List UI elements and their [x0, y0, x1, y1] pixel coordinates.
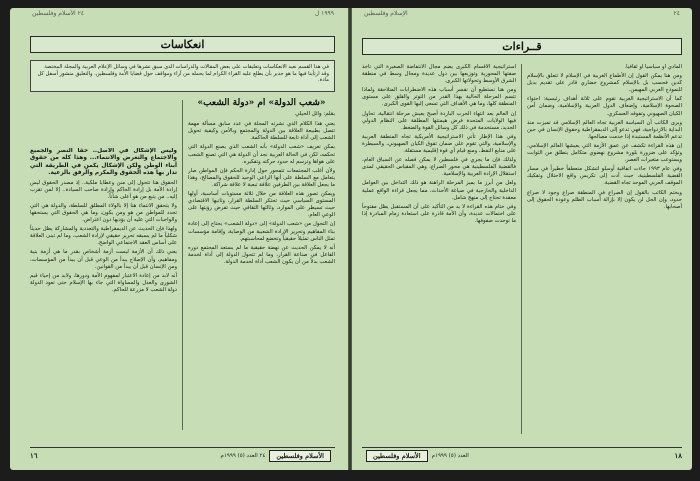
- column-divider: [182, 100, 183, 430]
- paragraph: إن هذه القراءة تكشف عن عمق الأزمة التي يعيشها العالم الإسلامي، وتؤكد على ضرورة بلورة مشروع نهضوي متكامل ينطلق من الثوابت ويستوعب متغيرات العصر.: [527, 142, 682, 164]
- article-byline: بقلم: وائل الحيلي: [295, 111, 335, 118]
- article-column-2: [30, 148, 177, 433]
- intro-box: في هذا القسم نعيد الانعكاسات وتعليقات على بعض المقالات والدراسات الذي سبق نشرها في وسائل الإعلام العربية والمجلة المختصة وقد ارتأينا فيها ما هو جدير بأن يطلع عليه القراء الكرام لما يحمله من آراء ومواقف حول قضايا الأمة وفلسطين. والتعليق منشور أسفل كل مادة.: [30, 60, 335, 92]
- top-strip-left: ٢٤ الأسلام وفلسطين: [32, 10, 85, 17]
- paragraph: أنه لابد من إعادة الاعتبار لمفهوم الأمة ودورها، ولابد من إحياء قيم الشورى والعدل والمساواة التي جاء بها الإسلام حتى تعود الدولة دولة الشعب لا مزرعة للحاكم.: [30, 272, 177, 293]
- paragraph: أنه لا يمكن الحديث عن نهضة حقيقية ما لم يستعد المجتمع دوره الفاعل في صناعة القرار، وما لم تتحول الدولة إلى أداة لخدمة الشعب بدلاً من أن يكون الشعب أداة لخدمة الدولة.: [188, 244, 335, 265]
- left-page: [10, 8, 348, 470]
- paragraph: وفي هذا الإطار تأتي الاستراتيجية الأمريكية تجاه المنطقة العربية والإسلامية، والتي تقوم على ضمان تفوق الكيان الصهيوني، والسيطرة على منابع النفط، ومنع قيام أي قوة إقليمية مستقلة.: [362, 133, 516, 155]
- page-number: ١٨: [674, 451, 682, 460]
- page-footer: [30, 449, 335, 462]
- paragraph: استراتيجية الأقسام الكبرى يضم مجال الانتفاضة الصغيرة التي تأخذ صفتها المحورية وتوزيعها بين دول عديدة ومجال وسط في منطقة الشرق الأوسط وتحولاتها الكبرى.: [362, 64, 516, 85]
- magazine-logo: الأسلام وفلسطين: [269, 450, 331, 462]
- paragraph: وفي ختام هذه القراءة لا بد من التأكيد على أن المستقبل يظل مفتوحاً على احتمالات عديدة، وأن الأمة قادرة على استعادة زمام المبادرة إذا ما توحدت صفوفها.: [362, 203, 516, 224]
- article-headline: «شعب الدولة» أم «دولة الشعب»: [197, 98, 326, 108]
- top-strip: [10, 8, 348, 18]
- paragraph: إن العالم بعد انتهاء الحرب الباردة أصبح يعيش مرحلة انتقالية، تحاول فيها الولايات المتحدة فرض هيمنتها المطلقة على النظام الدولي الجديد، مستخدمة في ذلك كل وسائل القوة والضغط.: [362, 110, 516, 131]
- paragraph: يعني هذا الكلام الذي نشرته المجلة في عدد سابق مسألة مهمة تتصل بطبيعة العلاقة بين الدولة والمجتمع وبالأمن وكيفية تحويل الشعب إلى أداة تابعة للسلطة الحاكمة.: [188, 121, 335, 142]
- paragraph: ولهذا فإن الحديث عن الديمقراطية والتعددية والمشاركة يظل حديثاً شكلياً ما لم يسبقه تحرير حقيقي لإرادة الشعب، وما لم تبنى العلاقة على أساس العقد الاجتماعي الواضح.: [30, 226, 177, 247]
- footer-rule: [362, 447, 682, 448]
- paragraph: ويرى الكاتب أن السياسة الغربية تجاه العالم الإسلامي قد تميزت منذ البداية بالازدواجية، فهي تدعو إلى الديمقراطية وحقوق الإنسان في حين تدعم الأنظمة المستبدة إذا خدمت مصالحها.: [527, 119, 682, 140]
- magazine-logo: الأسلام وفلسطين: [366, 450, 428, 462]
- top-strip-left: الإسلام وفلسطين: [364, 10, 408, 17]
- top-strip-right: ٢٤: [673, 10, 680, 17]
- paragraph: ولعل من أبرز ما يميز المرحلة الراهنة هو ذلك التداخل بين العوامل الداخلية والخارجية في صياغة الأحداث، مما يجعل قراءة الواقع عملية معقدة تحتاج إلى منهج شامل.: [362, 180, 516, 201]
- paragraph: وفي عام ١٩٩٣ جاءت اتفاقية أوسلو لتشكل منعطفاً خطيراً في مسار القضية الفلسطينية، حيث أدت إلى تكريس واقع الاحتلال وتفكيك الموقف العربي الموحد تجاه القضية.: [527, 166, 682, 187]
- top-strip: [352, 8, 692, 18]
- paragraph: ومن هنا يمكن القول إن الأطماع الغربية في الإسلام لا تتعلق بالإسلام كدين فحسب بل بالإسلام كمشروع حضاري قادر على تقديم بديل للنموذج الغربي المهيمن.: [527, 73, 682, 94]
- footer-rule: [30, 447, 335, 448]
- article-column-1: [527, 64, 682, 434]
- paragraph: يمكن تعريف «شعب الدولة» بأنه الشعب الذي يصنع الدولة التي تحكمه، لكن في الحالة العربية نجد أن الدولة هي التي تصنع الشعب على هواها وترسم له حدود حركته وتفكيره.: [188, 144, 335, 165]
- paragraph: يعني ذلك أن الأزمة ليست أزمة أشخاص بقدر ما هي أزمة بنية ومفاهيم، وأن الإصلاح يبدأ من الوعي قبل أن يبدأ من المؤسسات، ومن الإنسان قبل أن يبدأ من القوانين.: [30, 249, 177, 270]
- paragraph: ويختم الكاتب بالقول إن الصراع في المنطقة صراع وجود لا صراع حدود، وإن الحل لن يكون إلا بإزالة أسباب الظلم وعودة الحقوق إلى أصحابها.: [527, 189, 682, 210]
- article-column-2: [362, 64, 516, 434]
- paragraph: كما أن الاستراتيجية الغربية تقوم على ثلاثة أهداف رئيسية: احتواء الصحوة الإسلامية، وإضعاف الدول العربية والإسلامية، وضمان أمن الكيان الصهيوني وتفوقه العسكري.: [527, 96, 682, 117]
- article-column-1: [188, 98, 335, 428]
- issue-info: ٢٤ العدد (٥) ١٩٩٩م: [220, 452, 266, 459]
- paragraph: ولأن أغلب المجتمعات تتمحور حول إدارة الحكم فإن المواطن صار يتعامل مع السلطة على أنها الراعي الوحيد للحقوق والمصالح، وهذا ما يجعل العلاقة بين الطرفين علاقة تبعية لا علاقة شراكة.: [188, 167, 335, 188]
- lead-paragraph: وليس الإشكال في الأصل.. حقاً النصر والجميع والاجتماع والتعرض والانتماء... وهذا كله من حقوق أبناء الوطن ولكن الإشكال يكمن في الطريقة التي تدار بها هذه الحقوق والمكرم والرفق بالرعية.: [30, 148, 177, 177]
- right-page: [352, 8, 692, 470]
- paragraph: ولا يتحقق الانتماء هنا إلا بالولاء المطلق للسلطة، والدولة هي التي تحدد للمواطن من هو ومن يكون، وما هي الحقوق التي يستحقها والواجبات التي عليه أن يؤديها دون اعتراض.: [30, 202, 177, 224]
- section-title: انعكاسات: [30, 36, 335, 53]
- paragraph: إن التحول من «شعب الدولة» إلى «دولة الشعب» يحتاج إلى إعادة بناء المفاهيم وتحرير الإرادة الشعبية من الوصاية، وإقامة مؤسسات تمثل الناس تمثيلاً حقيقياً وتخضع لمحاسبتهم.: [188, 221, 335, 242]
- column-divider: [521, 64, 522, 434]
- paragraph: ولذلك فإن ما يجري في فلسطين لا يمكن فصله عن السياق العام، فالقضية الفلسطينية هي محور الصراع، وهي المقياس الحقيقي لمدى استقلال الإرادة العربية والإسلامية.: [362, 157, 516, 178]
- top-strip-right: ١٩٩٩ ل: [314, 10, 334, 17]
- section-title: قــراءات: [362, 38, 682, 55]
- page-footer: [362, 449, 682, 462]
- paragraph: الحقوق هنا تتحول إلى منن وعطايا ملكية.. إذ مصدر الحقوق ليس إرادة الأمة بل إرادة الحاكم وإرادة صاحب السيادة.. إلا لمن تقرب إليه.. من يتبع من هو أعلى شأناً.: [30, 179, 177, 200]
- paragraph: ويمكن تصور هذه العلاقة من خلال ثلاثة مستويات أساسية، أولها المستوى السياسي حيث تحتكر السلطة القرار، وثانيها الاقتصادي حيث تسيطر على الموارد، وثالثها الثقافي حيث تفرض رؤيتها على الوعي العام.: [188, 191, 335, 219]
- paragraph: ومن هنا نستطيع أن نفسر أسباب هذه الاضطرابات المتلاحقة ولماذا تتسم المرحلة الحالية بهذا القدر من التوتر والقلق على مستوى المنطقة كلها، وما هي الأهداف التي تسعى إليها القوى الكبرى.: [362, 87, 516, 108]
- issue-info: العدد (٥) ١٩٩٩م: [431, 452, 469, 459]
- paragraph: المادي أو سياسياً أو ثقافياً.: [624, 64, 682, 70]
- page-number: ١٦: [30, 451, 38, 460]
